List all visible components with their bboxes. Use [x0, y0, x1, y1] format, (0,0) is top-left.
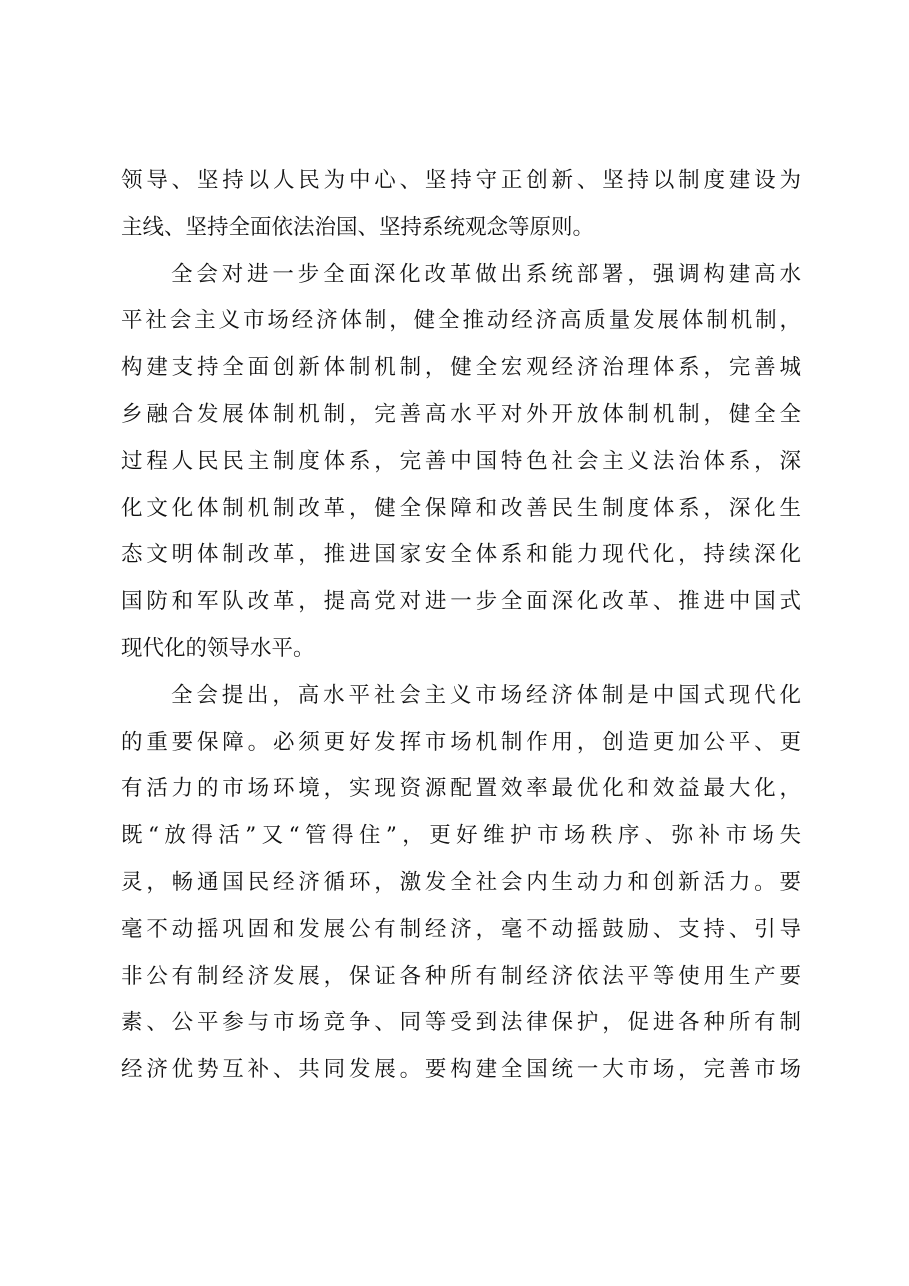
text-line: 有活力的市场环境，实现资源配置效率最优化和效益最大化，	[121, 776, 801, 802]
text-line: 乡融合发展体制机制，完善高水平对外开放体制机制，健全全	[121, 401, 801, 427]
text-line: 领导、坚持以人民为中心、坚持守正创新、坚持以制度建设为	[121, 168, 801, 193]
paragraph-first-line: 全会提出，高水平社会主义市场经济体制是中国式现代化	[171, 682, 801, 708]
text-line: 既“放得活”又“管得住”，更好维护市场秩序、弥补市场失	[121, 823, 801, 849]
text-line: 主线、坚持全面依法治国、坚持系统观念等原则。	[121, 214, 595, 240]
text-line: 经济优势互补、共同发展。要构建全国统一大市场，完善市场	[121, 1057, 801, 1083]
text-line: 平社会主义市场经济体制，健全推动经济高质量发展体制机制，	[121, 308, 801, 334]
text-line: 非公有制经济发展，保证各种所有制经济依法平等使用生产要	[121, 963, 801, 989]
text-line: 过程人民民主制度体系，完善中国特色社会主义法治体系，深	[121, 448, 801, 474]
text-line: 国防和军队改革，提高党对进一步全面深化改革、推进中国式	[121, 589, 801, 615]
paragraph-first-line: 全会对进一步全面深化改革做出系统部署，强调构建高水	[171, 261, 801, 287]
text-line: 毫不动摇巩固和发展公有制经济，毫不动摇鼓励、支持、引导	[121, 916, 801, 942]
text-line: 构建支持全面创新体制机制，健全宏观经济治理体系，完善城	[121, 355, 801, 381]
text-line: 素、公平参与市场竞争、同等受到法律保护，促进各种所有制	[121, 1010, 801, 1036]
text-line: 的重要保障。必须更好发挥市场机制作用，创造更加公平、更	[121, 729, 801, 755]
text-line: 现代化的领导水平。	[121, 635, 315, 661]
text-line: 灵，畅通国民经济循环，激发全社会内生动力和创新活力。要	[121, 869, 801, 895]
text-line: 化文化体制机制改革，健全保障和改善民生制度体系，深化生	[121, 495, 801, 521]
body-text	[121, 158, 801, 1094]
text-line: 态文明体制改革，推进国家安全体系和能力现代化，持续深化	[121, 542, 801, 568]
